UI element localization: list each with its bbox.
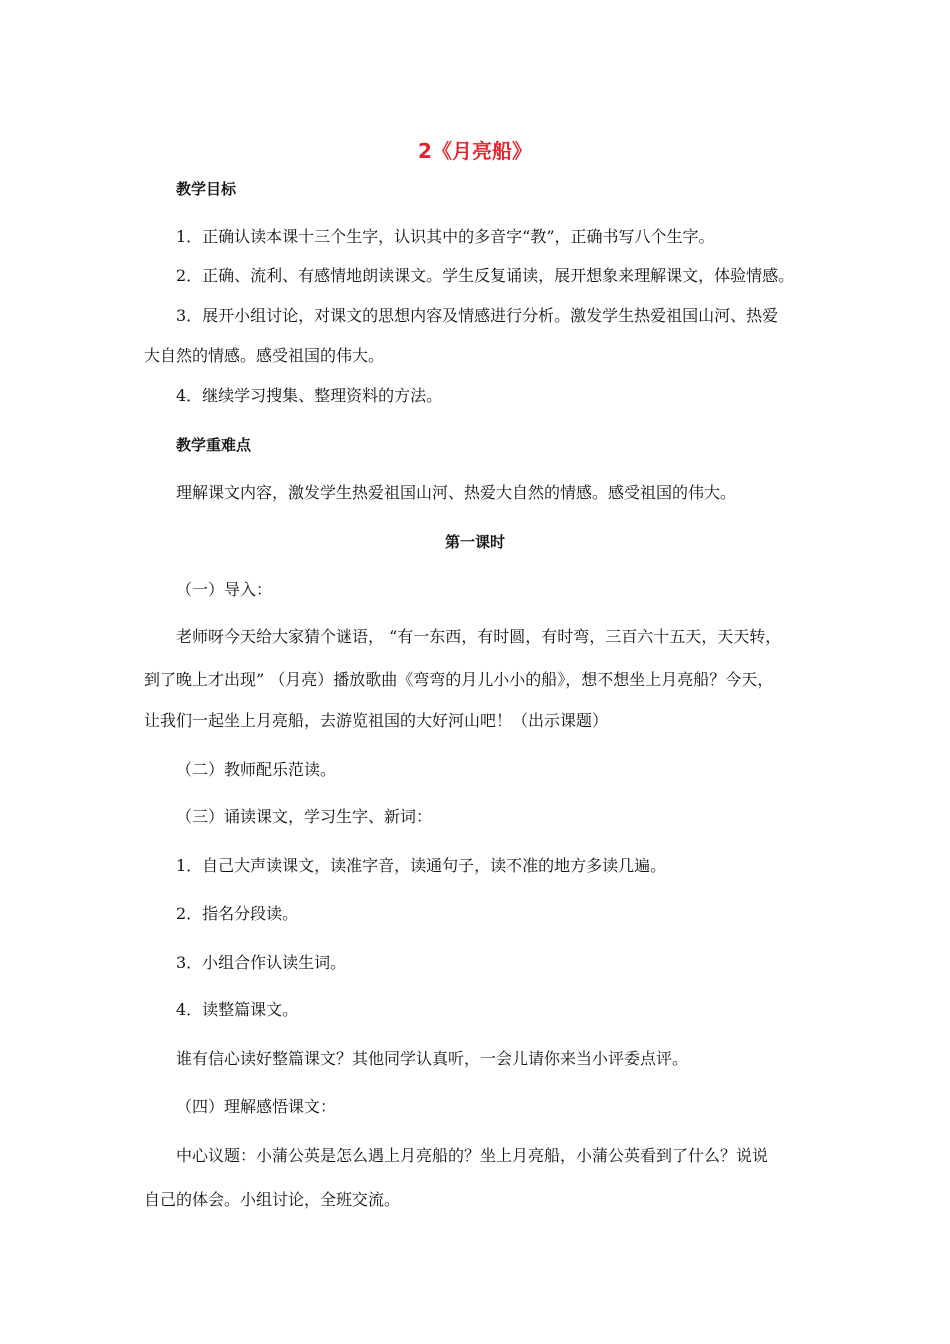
intro-line-1: 老师呀今天给大家猜个谜语， “有一东西，有时圆，有时弯，三百六十五天，天天转， bbox=[176, 627, 782, 646]
page-title: 2《月亮船》 bbox=[418, 139, 532, 163]
step-3: （三）诵读课文，学习生字、新词： bbox=[176, 807, 433, 826]
step-4: （四）理解感悟课文： bbox=[176, 1097, 337, 1116]
objective-item-2: 2．正确、流利、有感情地朗读课文。学生反复诵读，展开想象来理解课文，体验情感。 bbox=[176, 266, 795, 285]
step-3-item-2: 2．指名分段读。 bbox=[176, 904, 299, 923]
step-3-item-4: 4．读整篇课文。 bbox=[176, 1000, 299, 1019]
intro-line-2: 到了晚上才出现” （月亮）播放歌曲《弯弯的月儿小小的船》，想不想坐上月亮船？今天， bbox=[144, 670, 774, 689]
step-4-line-2: 自己的体会。小组讨论，全班交流。 bbox=[144, 1190, 401, 1209]
lesson-heading: 第一课时 bbox=[444, 533, 505, 551]
intro-line-3: 让我们一起坐上月亮船，去游览祖国的大好河山吧！（出示课题） bbox=[144, 711, 609, 730]
key-points-heading: 教学重难点 bbox=[176, 436, 252, 454]
objectives-heading: 教学目标 bbox=[176, 180, 237, 198]
step-3-note: 谁有信心读好整篇课文？其他同学认真听，一会儿请你来当小评委点评。 bbox=[176, 1049, 689, 1068]
key-points-text: 理解课文内容，激发学生热爱祖国山河、热爱大自然的情感。感受祖国的伟大。 bbox=[176, 483, 737, 502]
step-2: （二）教师配乐范读。 bbox=[176, 760, 337, 779]
objective-item-3-continued: 大自然的情感。感受祖国的伟大。 bbox=[144, 346, 385, 365]
objective-item-1: 1．正确认读本课十三个生字，认识其中的多音字“教”，正确书写八个生字。 bbox=[176, 227, 715, 246]
intro-label: （一）导入： bbox=[176, 580, 273, 599]
objective-item-4: 4．继续学习搜集、整理资料的方法。 bbox=[176, 386, 443, 405]
step-3-item-1: 1．自己大声读课文，读准字音，读通句子，读不准的地方多读几遍。 bbox=[176, 856, 667, 875]
step-3-item-3: 3．小组合作认读生词。 bbox=[176, 953, 347, 972]
step-4-line-1: 中心议题：小蒲公英是怎么遇上月亮船的？坐上月亮船，小蒲公英看到了什么？说说 bbox=[176, 1146, 769, 1165]
objective-item-3: 3．展开小组讨论，对课文的思想内容及情感进行分析。激发学生热爱祖国山河、热爱 bbox=[176, 306, 779, 325]
